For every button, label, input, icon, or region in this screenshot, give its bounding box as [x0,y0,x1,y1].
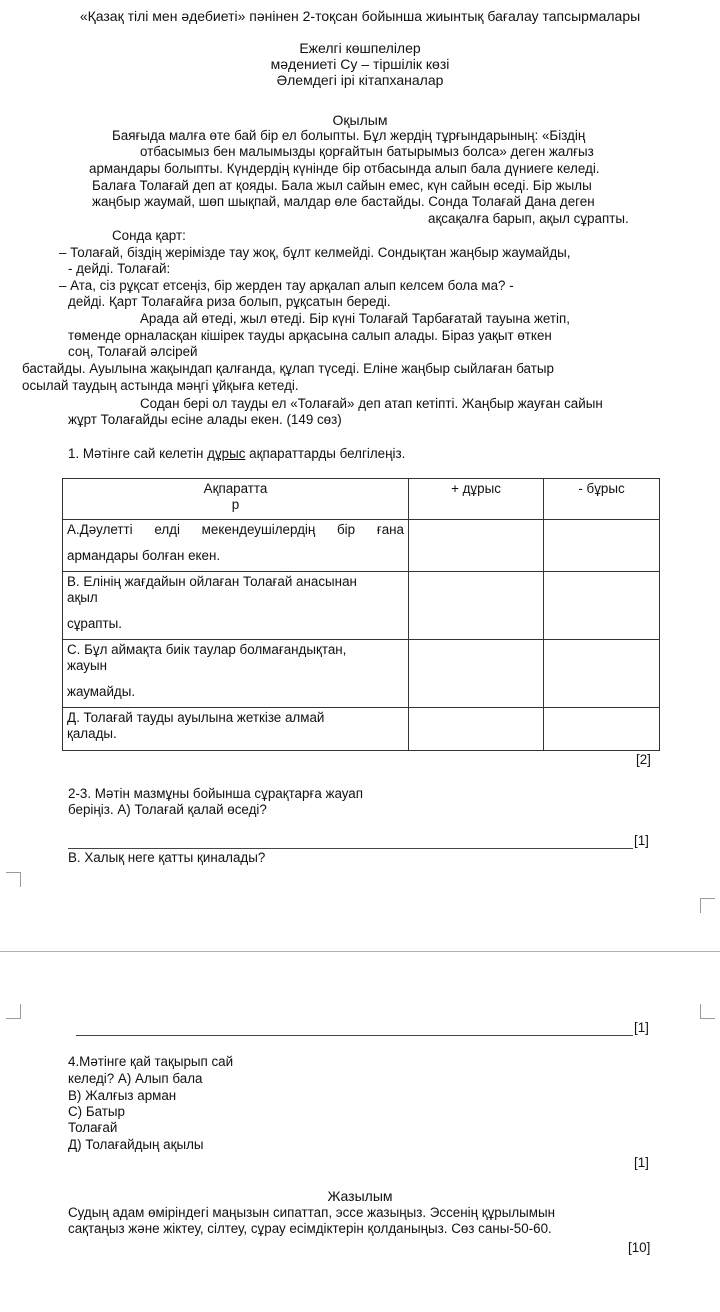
score-q1: [2] [636,752,651,767]
question-4-option-a: келеді? А) Алып бала [68,1071,203,1086]
reading-line: Арада ай өтеді, жыл өтеді. Бір күні Толағай Тарбағатай тауына жетіп, [140,311,570,326]
reading-line: төменде орналасқан кішірек тауды арқасына салып алады. Біраз уақыт өткен [68,328,552,343]
answer-line-b[interactable] [76,1035,633,1036]
question-4-option-b: В) Жалғыз арман [68,1088,177,1103]
score-writing: [10] [628,1240,651,1255]
table-header-info: Ақпаратта р [63,479,409,520]
reading-line: - дейді. Толағай: [68,261,171,276]
table-row [63,520,660,572]
question-2-3-line2: беріңіз. А) Толағай қалай өседі? [68,802,267,817]
score-q4: [1] [634,1155,649,1170]
reading-line: ақсақалға барып, ақыл сұрапты. [428,211,629,226]
mark-cell-true[interactable] [409,708,544,751]
table-row [63,572,660,640]
reading-line: – Ата, сіз рұқсат етсеңіз, бір жерден тау арқалап алып келсем бола ма? - [59,278,514,293]
page-corner-mark [6,1004,21,1019]
underlined-word: дұрыс [207,446,246,461]
page-header: «Қазақ тілі мен әдебиеті» пәнінен 2-тоқсан бойынша жиынтық бағалау тапсырмалары [79,8,641,24]
question-3-b: В. Халық неге қатты қиналады? [68,850,266,865]
score-q2: [1] [634,833,649,848]
topic-2: мәдениеті Су – тіршілік көзі [270,56,450,72]
page-corner-mark [6,872,21,887]
mark-cell-false[interactable] [544,708,660,751]
writing-title: Жазылым [327,1188,393,1204]
answer-line-a[interactable] [68,848,633,849]
table-header-true: + дұрыс [409,479,544,520]
answer-table [62,478,660,751]
reading-line: Баяғыда малға өте бай бір ел болыпты. Бұл жердің тұрғындарының: «Біздің [112,128,586,143]
mark-cell-true[interactable] [409,640,544,708]
reading-line: армандары болыпты. Күндердің күнінде бір отбасында алып бала дүниеге келеді. [89,161,600,176]
table-row [63,640,660,708]
table-row [63,708,660,751]
question-4-option-d: Д) Толағайдың ақылы [68,1137,204,1152]
mark-cell-true[interactable] [409,572,544,640]
reading-title: Оқылым [332,112,388,128]
question-4-line: 4.Мәтінге қай тақырып сай [68,1054,234,1069]
page-corner-mark [700,1004,715,1019]
reading-line: жаңбыр жаумай, шөп шықпай, малдар өле бастайды. Сонда Толағай Дана деген [92,194,595,209]
reading-line: бастайды. Ауылына жақындап қалғанда, құлап түседі. Еліне жаңбыр сыйлаған батыр [22,361,554,376]
question-2-3-line1: 2-3. Мәтін мазмұны бойынша сұрақтарға жауап [68,786,363,801]
mark-cell-true[interactable] [409,520,544,572]
reading-line: – Толағай, біздің жерімізде тау жоқ, бұлт келмейді. Сондықтан жаңбыр жаумайды, [59,245,571,260]
question-1: 1. Мәтінге сай келетін дұрыс ақпараттарды белгілеңіз. [68,446,406,461]
statement-b: В. Елінің жағдайын ойлаған Толағай анасынан ақыл сұрапты. [63,572,409,640]
table-header-false: - бұрыс [544,479,660,520]
question-4-option-c-cont: Толағай [68,1120,118,1135]
topic-3: Әлемдегі ірі кітапханалар [276,72,444,88]
page-divider [0,951,720,952]
reading-line: соң, Толағай әлсірей [68,344,198,359]
writing-task-line2: сақтаңыз және жіктеу, сілтеу, сұрау есімдіктерін қолданыңыз. Сөз саны-50-60. [68,1221,552,1236]
mark-cell-false[interactable] [544,572,660,640]
statement-c: С. Бұл аймақта биік таулар болмағандықтан, жауын жаумайды. [63,640,409,708]
reading-line: жұрт Толағайды есіне алады екен. (149 сөз) [68,412,342,427]
reading-line: отбасымыз бен малымызды қорғайтын батырымыз болса» деген жалғыз [140,144,594,159]
score-q3: [1] [634,1020,649,1035]
statement-d: Д. Толағай тауды ауылына жеткізе алмай қалады. [63,708,409,751]
statement-a: А.Дәулетті елді мекендеушілердің бір ғана армандары болған екен. [63,520,409,572]
reading-line: осылай таудың астында мәңгі ұйқыға кетеді. [22,378,299,393]
mark-cell-false[interactable] [544,520,660,572]
reading-line: Сонда қарт: [112,228,186,243]
reading-line: Балаға Толағай деп ат қояды. Бала жыл сайын емес, күн сайын өседі. Бір жылы [92,178,592,193]
question-4-option-c: С) Батыр [68,1104,125,1119]
page-corner-mark [700,898,715,913]
reading-line: Содан бері ол тауды ел «Толағай» деп атап кетіпті. Жаңбыр жауған сайын [140,396,603,411]
mark-cell-false[interactable] [544,640,660,708]
writing-task-line1: Судың адам өміріндегі маңызын сипаттап, эссе жазыңыз. Эссенің құрылымын [68,1205,556,1220]
topic-1: Ежелгі көшпелілер [299,40,421,56]
reading-line: дейді. Қарт Толағайға риза болып, рұқсатын береді. [68,294,391,309]
